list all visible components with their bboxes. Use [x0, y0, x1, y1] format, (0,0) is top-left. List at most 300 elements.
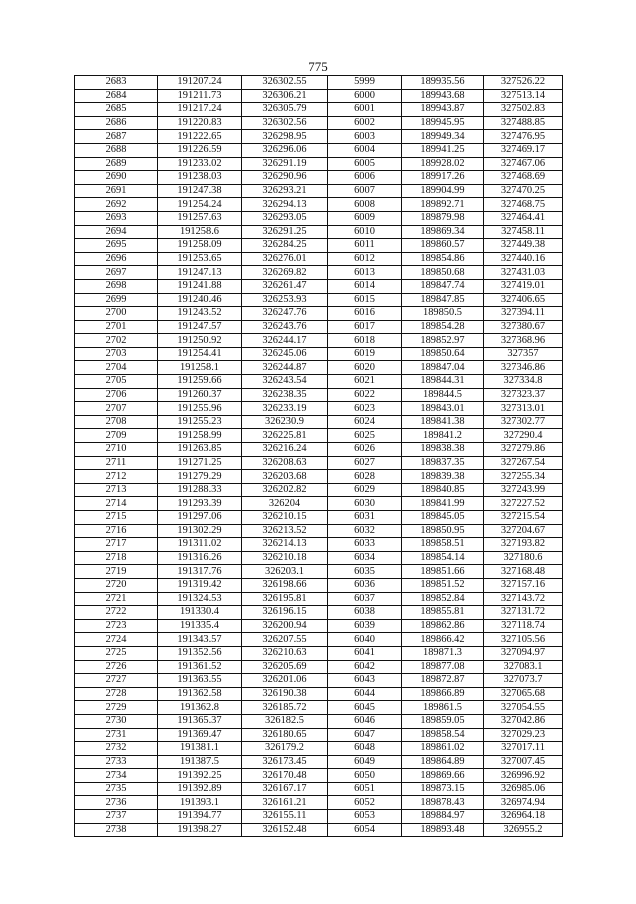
y-coordinate-a-cell: 326203.68	[242, 470, 328, 484]
point-id-b-cell: 6042	[328, 660, 402, 674]
point-id-a-cell: 2715	[75, 511, 158, 525]
point-id-a-cell: 2727	[75, 674, 158, 688]
point-id-b-cell: 6041	[328, 646, 402, 660]
x-coordinate-a-cell: 191279.29	[158, 470, 242, 484]
point-id-b-cell: 6030	[328, 497, 402, 511]
y-coordinate-a-cell: 326152.48	[242, 823, 328, 837]
y-coordinate-b-cell: 327464.41	[484, 211, 563, 225]
point-id-b-cell: 5999	[328, 76, 402, 90]
y-coordinate-a-cell: 326284.25	[242, 239, 328, 253]
point-id-a-cell: 2717	[75, 538, 158, 552]
y-coordinate-a-cell: 326293.21	[242, 184, 328, 198]
y-coordinate-a-cell: 326205.69	[242, 660, 328, 674]
x-coordinate-a-cell: 191254.24	[158, 198, 242, 212]
table-row	[75, 279, 563, 293]
table-row	[75, 334, 563, 348]
y-coordinate-a-cell: 326245.06	[242, 347, 328, 361]
y-coordinate-b-cell: 327449.38	[484, 239, 563, 253]
y-coordinate-a-cell: 326233.19	[242, 402, 328, 416]
point-id-a-cell: 2736	[75, 796, 158, 810]
y-coordinate-a-cell: 326208.63	[242, 456, 328, 470]
point-id-a-cell: 2698	[75, 279, 158, 293]
point-id-b-cell: 6046	[328, 714, 402, 728]
table-row	[75, 239, 563, 253]
point-id-a-cell: 2687	[75, 130, 158, 144]
y-coordinate-a-cell: 326170.48	[242, 769, 328, 783]
y-coordinate-a-cell: 326155.11	[242, 810, 328, 824]
point-id-b-cell: 6027	[328, 456, 402, 470]
point-id-b-cell: 6024	[328, 415, 402, 429]
y-coordinate-b-cell: 327143.72	[484, 592, 563, 606]
table-row	[75, 524, 563, 538]
point-id-a-cell: 2737	[75, 810, 158, 824]
x-coordinate-a-cell: 191392.25	[158, 769, 242, 783]
point-id-a-cell: 2685	[75, 103, 158, 117]
y-coordinate-a-cell: 326198.66	[242, 578, 328, 592]
point-id-a-cell: 2706	[75, 388, 158, 402]
x-coordinate-a-cell: 191233.02	[158, 157, 242, 171]
x-coordinate-a-cell: 191222.65	[158, 130, 242, 144]
y-coordinate-a-cell: 326225.81	[242, 429, 328, 443]
point-id-a-cell: 2705	[75, 375, 158, 389]
point-id-a-cell: 2696	[75, 252, 158, 266]
table-row	[75, 483, 563, 497]
x-coordinate-b-cell: 189943.87	[402, 103, 484, 117]
y-coordinate-b-cell: 327467.06	[484, 157, 563, 171]
y-coordinate-b-cell: 327073.7	[484, 674, 563, 688]
table-row	[75, 116, 563, 130]
y-coordinate-b-cell: 327419.01	[484, 279, 563, 293]
point-id-b-cell: 6032	[328, 524, 402, 538]
point-id-a-cell: 2725	[75, 646, 158, 660]
y-coordinate-b-cell: 327131.72	[484, 606, 563, 620]
y-coordinate-a-cell: 326203.1	[242, 565, 328, 579]
point-id-b-cell: 6035	[328, 565, 402, 579]
point-id-a-cell: 2732	[75, 742, 158, 756]
point-id-b-cell: 6028	[328, 470, 402, 484]
y-coordinate-a-cell: 326243.54	[242, 375, 328, 389]
y-coordinate-b-cell: 326955.2	[484, 823, 563, 837]
x-coordinate-b-cell: 189862.86	[402, 619, 484, 633]
x-coordinate-a-cell: 191381.1	[158, 742, 242, 756]
point-id-a-cell: 2713	[75, 483, 158, 497]
x-coordinate-a-cell: 191362.8	[158, 701, 242, 715]
x-coordinate-b-cell: 189892.71	[402, 198, 484, 212]
point-id-b-cell: 6010	[328, 225, 402, 239]
point-id-b-cell: 6018	[328, 334, 402, 348]
y-coordinate-a-cell: 326244.17	[242, 334, 328, 348]
y-coordinate-a-cell: 326247.76	[242, 307, 328, 321]
y-coordinate-b-cell: 327368.96	[484, 334, 563, 348]
point-id-a-cell: 2712	[75, 470, 158, 484]
y-coordinate-b-cell: 327007.45	[484, 755, 563, 769]
y-coordinate-a-cell: 326182.5	[242, 714, 328, 728]
table-row	[75, 674, 563, 688]
x-coordinate-b-cell: 189844.5	[402, 388, 484, 402]
table-row	[75, 130, 563, 144]
point-id-a-cell: 2738	[75, 823, 158, 837]
y-coordinate-a-cell: 326291.25	[242, 225, 328, 239]
point-id-a-cell: 2716	[75, 524, 158, 538]
x-coordinate-a-cell: 191260.37	[158, 388, 242, 402]
coordinates-table	[74, 75, 563, 837]
y-coordinate-a-cell: 326298.95	[242, 130, 328, 144]
y-coordinate-a-cell: 326207.55	[242, 633, 328, 647]
x-coordinate-a-cell: 191226.59	[158, 143, 242, 157]
x-coordinate-b-cell: 189928.02	[402, 157, 484, 171]
y-coordinate-b-cell: 327476.95	[484, 130, 563, 144]
point-id-a-cell: 2707	[75, 402, 158, 416]
table-row	[75, 252, 563, 266]
table-row	[75, 619, 563, 633]
x-coordinate-a-cell: 191361.52	[158, 660, 242, 674]
x-coordinate-b-cell: 189860.57	[402, 239, 484, 253]
y-coordinate-b-cell: 327118.74	[484, 619, 563, 633]
point-id-b-cell: 6050	[328, 769, 402, 783]
table-row	[75, 361, 563, 375]
point-id-b-cell: 6007	[328, 184, 402, 198]
x-coordinate-a-cell: 191343.57	[158, 633, 242, 647]
x-coordinate-a-cell: 191302.29	[158, 524, 242, 538]
table-row	[75, 714, 563, 728]
y-coordinate-b-cell: 327065.68	[484, 687, 563, 701]
y-coordinate-a-cell: 326306.21	[242, 89, 328, 103]
table-row	[75, 143, 563, 157]
point-id-b-cell: 6045	[328, 701, 402, 715]
table-row	[75, 646, 563, 660]
x-coordinate-a-cell: 191392.89	[158, 782, 242, 796]
y-coordinate-b-cell: 327440.16	[484, 252, 563, 266]
table-row	[75, 76, 563, 90]
table-row	[75, 171, 563, 185]
x-coordinate-b-cell: 189858.54	[402, 728, 484, 742]
x-coordinate-b-cell: 189841.2	[402, 429, 484, 443]
y-coordinate-b-cell: 327502.83	[484, 103, 563, 117]
x-coordinate-b-cell: 189943.68	[402, 89, 484, 103]
x-coordinate-a-cell: 191293.39	[158, 497, 242, 511]
point-id-a-cell: 2694	[75, 225, 158, 239]
table-row	[75, 660, 563, 674]
x-coordinate-a-cell: 191330.4	[158, 606, 242, 620]
table-row	[75, 456, 563, 470]
table-row	[75, 375, 563, 389]
x-coordinate-b-cell: 189854.86	[402, 252, 484, 266]
y-coordinate-a-cell: 326180.65	[242, 728, 328, 742]
point-id-a-cell: 2701	[75, 320, 158, 334]
x-coordinate-a-cell: 191240.46	[158, 293, 242, 307]
x-coordinate-b-cell: 189904.99	[402, 184, 484, 198]
table-row	[75, 89, 563, 103]
point-id-a-cell: 2729	[75, 701, 158, 715]
x-coordinate-b-cell: 189851.66	[402, 565, 484, 579]
y-coordinate-a-cell: 326244.87	[242, 361, 328, 375]
point-id-a-cell: 2691	[75, 184, 158, 198]
x-coordinate-a-cell: 191369.47	[158, 728, 242, 742]
x-coordinate-a-cell: 191247.38	[158, 184, 242, 198]
table-row	[75, 578, 563, 592]
table-row	[75, 782, 563, 796]
y-coordinate-a-cell: 326302.55	[242, 76, 328, 90]
y-coordinate-a-cell: 326204	[242, 497, 328, 511]
x-coordinate-b-cell: 189861.5	[402, 701, 484, 715]
point-id-a-cell: 2722	[75, 606, 158, 620]
y-coordinate-b-cell: 327029.23	[484, 728, 563, 742]
x-coordinate-a-cell: 191387.5	[158, 755, 242, 769]
table-row	[75, 565, 563, 579]
y-coordinate-a-cell: 326202.82	[242, 483, 328, 497]
x-coordinate-b-cell: 189852.84	[402, 592, 484, 606]
x-coordinate-a-cell: 191211.73	[158, 89, 242, 103]
y-coordinate-b-cell: 326996.92	[484, 769, 563, 783]
y-coordinate-b-cell: 327488.85	[484, 116, 563, 130]
x-coordinate-b-cell: 189871.3	[402, 646, 484, 660]
y-coordinate-b-cell: 327157.16	[484, 578, 563, 592]
y-coordinate-b-cell: 327094.97	[484, 646, 563, 660]
point-id-a-cell: 2684	[75, 89, 158, 103]
point-id-b-cell: 6004	[328, 143, 402, 157]
x-coordinate-a-cell: 191363.55	[158, 674, 242, 688]
x-coordinate-b-cell: 189859.05	[402, 714, 484, 728]
x-coordinate-b-cell: 189847.04	[402, 361, 484, 375]
x-coordinate-a-cell: 191254.41	[158, 347, 242, 361]
x-coordinate-a-cell: 191271.25	[158, 456, 242, 470]
coordinates-table-body	[75, 76, 563, 837]
point-id-b-cell: 6009	[328, 211, 402, 225]
y-coordinate-a-cell: 326302.56	[242, 116, 328, 130]
y-coordinate-b-cell: 327323.37	[484, 388, 563, 402]
x-coordinate-b-cell: 189850.95	[402, 524, 484, 538]
point-id-a-cell: 2730	[75, 714, 158, 728]
table-row	[75, 429, 563, 443]
y-coordinate-a-cell: 326213.52	[242, 524, 328, 538]
point-id-a-cell: 2688	[75, 143, 158, 157]
y-coordinate-b-cell: 327243.99	[484, 483, 563, 497]
point-id-a-cell: 2723	[75, 619, 158, 633]
y-coordinate-b-cell: 327513.14	[484, 89, 563, 103]
x-coordinate-a-cell: 191220.83	[158, 116, 242, 130]
table-row	[75, 266, 563, 280]
y-coordinate-a-cell: 326305.79	[242, 103, 328, 117]
x-coordinate-b-cell: 189858.51	[402, 538, 484, 552]
table-row	[75, 184, 563, 198]
y-coordinate-b-cell: 327357	[484, 347, 563, 361]
x-coordinate-a-cell: 191258.6	[158, 225, 242, 239]
x-coordinate-a-cell: 191217.24	[158, 103, 242, 117]
point-id-a-cell: 2709	[75, 429, 158, 443]
point-id-b-cell: 6008	[328, 198, 402, 212]
x-coordinate-b-cell: 189935.56	[402, 76, 484, 90]
x-coordinate-a-cell: 191253.65	[158, 252, 242, 266]
x-coordinate-b-cell: 189837.35	[402, 456, 484, 470]
table-row	[75, 497, 563, 511]
y-coordinate-b-cell: 327083.1	[484, 660, 563, 674]
table-row	[75, 320, 563, 334]
y-coordinate-a-cell: 326230.9	[242, 415, 328, 429]
table-row	[75, 211, 563, 225]
point-id-a-cell: 2735	[75, 782, 158, 796]
x-coordinate-a-cell: 191247.57	[158, 320, 242, 334]
point-id-b-cell: 6040	[328, 633, 402, 647]
x-coordinate-b-cell: 189847.85	[402, 293, 484, 307]
y-coordinate-a-cell: 326185.72	[242, 701, 328, 715]
point-id-b-cell: 6043	[328, 674, 402, 688]
y-coordinate-b-cell: 326985.06	[484, 782, 563, 796]
x-coordinate-b-cell: 189838.38	[402, 443, 484, 457]
x-coordinate-b-cell: 189884.97	[402, 810, 484, 824]
y-coordinate-a-cell: 326269.82	[242, 266, 328, 280]
x-coordinate-a-cell: 191243.52	[158, 307, 242, 321]
y-coordinate-a-cell: 326201.06	[242, 674, 328, 688]
y-coordinate-a-cell: 326294.13	[242, 198, 328, 212]
x-coordinate-b-cell: 189855.81	[402, 606, 484, 620]
y-coordinate-b-cell: 326964.18	[484, 810, 563, 824]
y-coordinate-a-cell: 326243.76	[242, 320, 328, 334]
y-coordinate-b-cell: 327431.03	[484, 266, 563, 280]
point-id-b-cell: 6048	[328, 742, 402, 756]
y-coordinate-a-cell: 326200.94	[242, 619, 328, 633]
x-coordinate-a-cell: 191288.33	[158, 483, 242, 497]
table-row	[75, 701, 563, 715]
point-id-b-cell: 6052	[328, 796, 402, 810]
point-id-a-cell: 2700	[75, 307, 158, 321]
x-coordinate-a-cell: 191207.24	[158, 76, 242, 90]
table-row	[75, 103, 563, 117]
point-id-b-cell: 6026	[328, 443, 402, 457]
y-coordinate-b-cell: 327334.8	[484, 375, 563, 389]
table-row	[75, 823, 563, 837]
y-coordinate-b-cell: 327279.86	[484, 443, 563, 457]
point-id-b-cell: 6025	[328, 429, 402, 443]
point-id-a-cell: 2692	[75, 198, 158, 212]
y-coordinate-b-cell: 327302.77	[484, 415, 563, 429]
y-coordinate-a-cell: 326296.06	[242, 143, 328, 157]
table-row	[75, 538, 563, 552]
y-coordinate-b-cell: 327290.4	[484, 429, 563, 443]
x-coordinate-b-cell: 189878.43	[402, 796, 484, 810]
point-id-b-cell: 6049	[328, 755, 402, 769]
point-id-b-cell: 6054	[328, 823, 402, 837]
point-id-b-cell: 6039	[328, 619, 402, 633]
x-coordinate-b-cell: 189869.34	[402, 225, 484, 239]
y-coordinate-a-cell: 326290.96	[242, 171, 328, 185]
table-row	[75, 769, 563, 783]
x-coordinate-b-cell: 189854.28	[402, 320, 484, 334]
point-id-a-cell: 2714	[75, 497, 158, 511]
table-row	[75, 347, 563, 361]
y-coordinate-a-cell: 326291.19	[242, 157, 328, 171]
x-coordinate-a-cell: 191362.58	[158, 687, 242, 701]
table-row	[75, 633, 563, 647]
y-coordinate-a-cell: 326161.21	[242, 796, 328, 810]
point-id-a-cell: 2693	[75, 211, 158, 225]
point-id-b-cell: 6003	[328, 130, 402, 144]
x-coordinate-a-cell: 191335.4	[158, 619, 242, 633]
point-id-a-cell: 2718	[75, 551, 158, 565]
y-coordinate-b-cell: 327458.11	[484, 225, 563, 239]
point-id-b-cell: 6044	[328, 687, 402, 701]
point-id-a-cell: 2704	[75, 361, 158, 375]
x-coordinate-a-cell: 191259.66	[158, 375, 242, 389]
table-row	[75, 511, 563, 525]
point-id-a-cell: 2695	[75, 239, 158, 253]
point-id-b-cell: 6012	[328, 252, 402, 266]
y-coordinate-b-cell: 327054.55	[484, 701, 563, 715]
x-coordinate-b-cell: 189949.34	[402, 130, 484, 144]
x-coordinate-a-cell: 191257.63	[158, 211, 242, 225]
point-id-a-cell: 2699	[75, 293, 158, 307]
y-coordinate-b-cell: 327468.75	[484, 198, 563, 212]
x-coordinate-b-cell: 189866.89	[402, 687, 484, 701]
point-id-b-cell: 6029	[328, 483, 402, 497]
y-coordinate-b-cell: 327346.86	[484, 361, 563, 375]
x-coordinate-b-cell: 189941.25	[402, 143, 484, 157]
table-row	[75, 728, 563, 742]
point-id-b-cell: 6034	[328, 551, 402, 565]
table-row	[75, 742, 563, 756]
point-id-a-cell: 2702	[75, 334, 158, 348]
y-coordinate-b-cell: 327526.22	[484, 76, 563, 90]
x-coordinate-b-cell: 189879.98	[402, 211, 484, 225]
point-id-b-cell: 6053	[328, 810, 402, 824]
y-coordinate-b-cell: 326974.94	[484, 796, 563, 810]
y-coordinate-b-cell: 327204.67	[484, 524, 563, 538]
x-coordinate-a-cell: 191258.09	[158, 239, 242, 253]
x-coordinate-b-cell: 189840.85	[402, 483, 484, 497]
point-id-b-cell: 6006	[328, 171, 402, 185]
x-coordinate-a-cell: 191255.96	[158, 402, 242, 416]
x-coordinate-b-cell: 189866.42	[402, 633, 484, 647]
table-row	[75, 470, 563, 484]
x-coordinate-b-cell: 189872.87	[402, 674, 484, 688]
y-coordinate-a-cell: 326210.15	[242, 511, 328, 525]
x-coordinate-a-cell: 191250.92	[158, 334, 242, 348]
point-id-a-cell: 2726	[75, 660, 158, 674]
y-coordinate-b-cell: 327227.52	[484, 497, 563, 511]
point-id-a-cell: 2689	[75, 157, 158, 171]
point-id-b-cell: 6014	[328, 279, 402, 293]
x-coordinate-b-cell: 189893.48	[402, 823, 484, 837]
point-id-b-cell: 6017	[328, 320, 402, 334]
point-id-b-cell: 6047	[328, 728, 402, 742]
x-coordinate-b-cell: 189850.5	[402, 307, 484, 321]
x-coordinate-b-cell: 189845.05	[402, 511, 484, 525]
table-row	[75, 606, 563, 620]
point-id-a-cell: 2710	[75, 443, 158, 457]
x-coordinate-a-cell: 191258.99	[158, 429, 242, 443]
y-coordinate-b-cell: 327215.54	[484, 511, 563, 525]
point-id-b-cell: 6013	[328, 266, 402, 280]
y-coordinate-a-cell: 326190.38	[242, 687, 328, 701]
x-coordinate-a-cell: 191258.1	[158, 361, 242, 375]
x-coordinate-a-cell: 191319.42	[158, 578, 242, 592]
y-coordinate-a-cell: 326253.93	[242, 293, 328, 307]
point-id-a-cell: 2719	[75, 565, 158, 579]
point-id-b-cell: 6021	[328, 375, 402, 389]
point-id-a-cell: 2721	[75, 592, 158, 606]
y-coordinate-a-cell: 326293.05	[242, 211, 328, 225]
point-id-a-cell: 2711	[75, 456, 158, 470]
table-row	[75, 443, 563, 457]
point-id-a-cell: 2697	[75, 266, 158, 280]
table-row	[75, 157, 563, 171]
point-id-b-cell: 6001	[328, 103, 402, 117]
x-coordinate-b-cell: 189945.95	[402, 116, 484, 130]
point-id-b-cell: 6051	[328, 782, 402, 796]
y-coordinate-a-cell: 326261.47	[242, 279, 328, 293]
x-coordinate-b-cell: 189873.15	[402, 782, 484, 796]
x-coordinate-b-cell: 189844.31	[402, 375, 484, 389]
point-id-a-cell: 2731	[75, 728, 158, 742]
